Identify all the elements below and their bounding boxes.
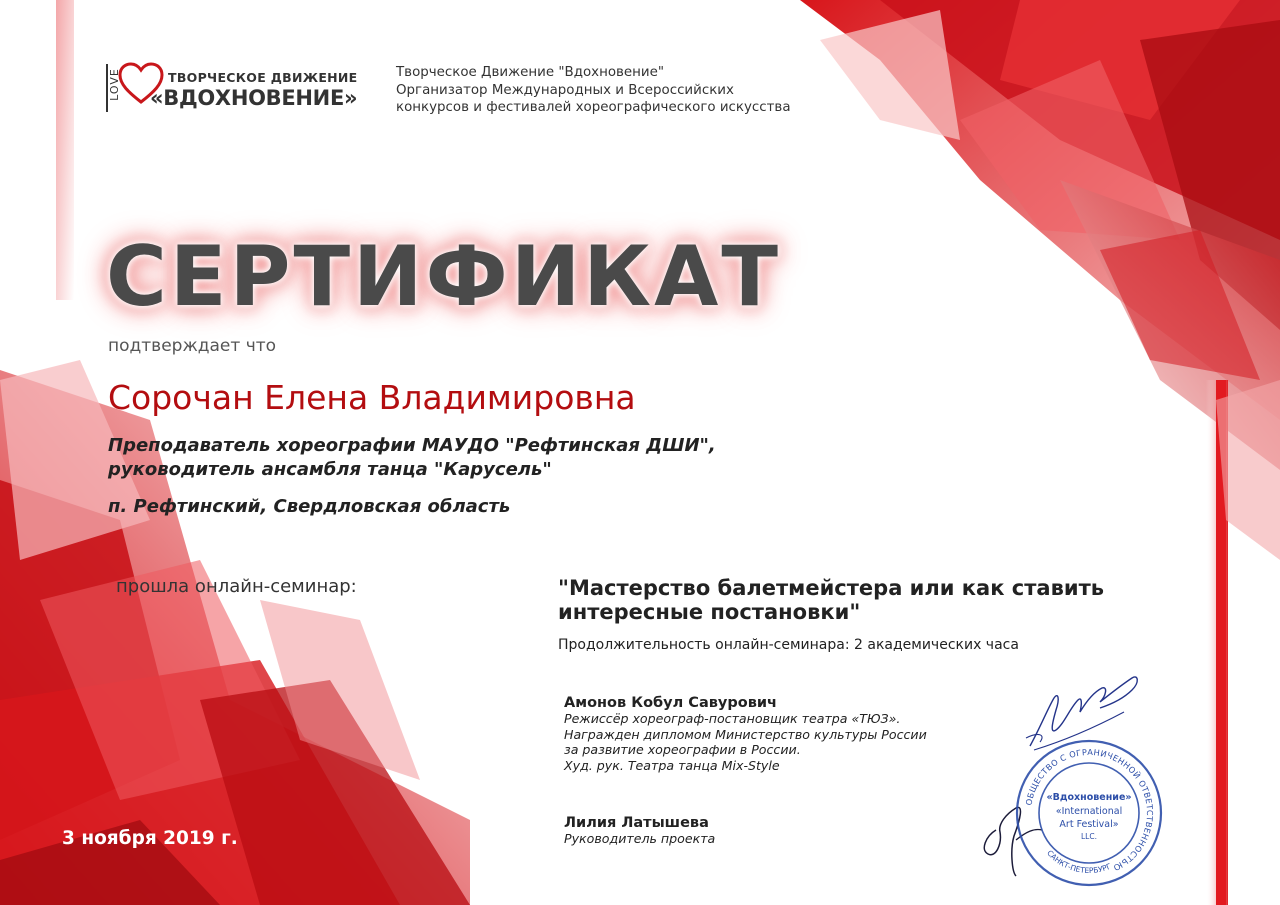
logo-line-1: ТВОРЧЕСКОЕ ДВИЖЕНИЕ: [168, 70, 358, 85]
seminar-title-line: "Мастерство балетмейстера или как ставить: [558, 576, 1105, 600]
logo-line-2: «ВДОХНОВЕНИЕ»: [150, 86, 358, 110]
confirms-text: подтверждает что: [108, 336, 277, 356]
organization-logo: [104, 60, 364, 116]
position-line: Преподаватель хореографии МАУДО "Рефтинская ДШИ",: [108, 435, 716, 456]
signatory-name: Амонов Кобул Савурович: [564, 695, 777, 711]
seminar-duration: Продолжительность онлайн-семинара: 2 академических часа: [558, 637, 1019, 653]
signatory-2: [564, 815, 715, 847]
passed-label: прошла онлайн-семинар:: [116, 576, 357, 597]
stamp-center-line: LLC.: [1081, 832, 1097, 841]
organizer-line: Творческое Движение "Вдохновение": [396, 65, 665, 80]
certificate-title: СЕРТИФИКАТ: [106, 228, 781, 325]
stamp-center-line: «International: [1055, 806, 1123, 817]
organizer-line: конкурсов и фестивалей хореографического искусства: [396, 100, 791, 115]
seminar-title-line: интересные постановки": [558, 600, 861, 624]
signatory-role-line: Руководитель проекта: [564, 831, 716, 846]
stamp-city: САНКТ-ПЕТЕРБУРГ: [1045, 848, 1113, 876]
organizer-description: [396, 64, 826, 117]
position-line: руководитель ансамбля танца "Карусель": [108, 459, 552, 480]
organizer-line: Организатор Международных и Всероссийских: [396, 82, 734, 98]
stamp-center-line: «Вдохновение»: [1046, 792, 1132, 803]
organization-stamp: [1014, 738, 1164, 888]
signatory-role-line: Награжден дипломом Министерство культуры России: [564, 726, 927, 742]
recipient-name: Сорочан Елена Владимировна: [108, 378, 636, 417]
recipient-location: п. Рефтинский, Свердловская область: [108, 496, 511, 517]
signatory-role-line: Худ. рук. Театра танца Mix-Style: [564, 757, 780, 773]
stamp-center-line: Art Festival»: [1059, 819, 1119, 830]
logo-love-text: LOVE: [107, 68, 121, 101]
signatory-role-line: Режиссёр хореограф-постановщик театра «ТЮЗ».: [564, 711, 901, 726]
seminar-title: [558, 576, 1178, 624]
signatory-1: [564, 695, 927, 773]
stamp-ring-text: ОБЩЕСТВО С ОГРАНИЧЕННОЙ ОТВЕТСТВЕННОСТЬЮ: [1023, 746, 1156, 874]
signatory-role-line: за развитие хореографии в России.: [564, 742, 801, 757]
signatory-name: Лилия Латышева: [564, 815, 709, 831]
recipient-position: [108, 434, 716, 482]
issue-date: 3 ноября 2019 г.: [62, 828, 238, 849]
